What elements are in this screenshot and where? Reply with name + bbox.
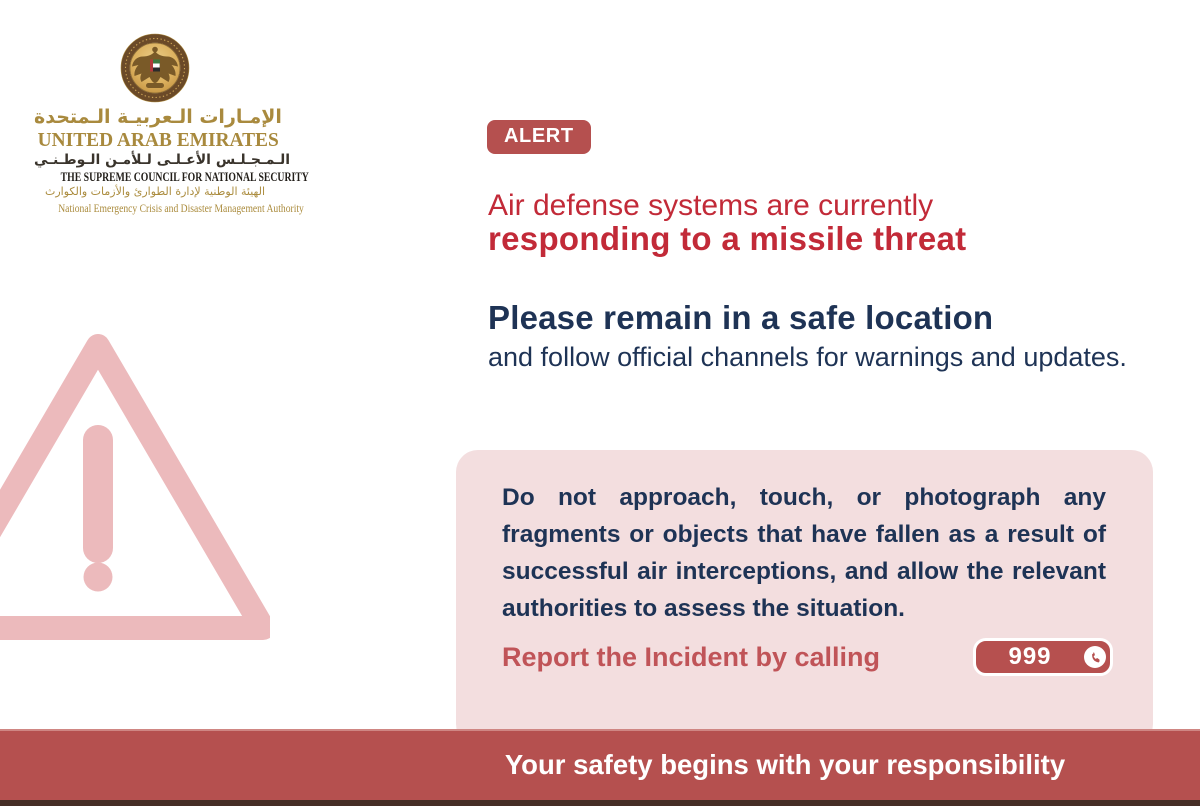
instruction-bold: Please remain in a safe location — [488, 299, 994, 336]
alert-badge: ALERT — [487, 120, 591, 154]
warning-triangle-icon — [0, 330, 270, 650]
phone-number: 999 — [1008, 643, 1052, 670]
headline-line2: responding to a missile threat — [488, 220, 967, 257]
logo-arabic-authority: الهيئة الوطنية لإدارة الطوارئ والأزمات والكوارث — [44, 185, 266, 199]
logo-arabic-council: الـمـجـلـس الأعـلـى لـلأمـن الـوطـنـي — [34, 151, 291, 168]
logo-english-council: THE SUPREME COUNCIL FOR NATIONAL SECURITY — [60, 169, 309, 184]
logo-arabic-title: الإمـارات الـعربيـة الـمتحدة — [34, 106, 282, 128]
phone-icon — [1084, 646, 1106, 668]
advisory-panel — [456, 450, 1153, 746]
advisory-body: Do not approach, touch, or photograph any fragments or objects that have fallen as a result of successful air interceptions, and allow the relevant authorities to assess the situation. — [502, 484, 1106, 622]
headline-line1: Air defense systems are currently — [488, 189, 934, 222]
uae-emblem-icon — [120, 33, 190, 103]
footer-edge-strip — [0, 800, 1200, 806]
call-999-button[interactable] — [973, 638, 1113, 676]
logo-english-authority: National Emergency Crisis and Disaster Management Authority — [58, 200, 304, 215]
footer-tagline: Your safety begins with your responsibility — [504, 748, 1066, 780]
report-label: Report the Incident by calling — [502, 642, 881, 672]
instruction-rest: and follow official channels for warnings and updates. — [488, 342, 1127, 372]
agency-logo — [34, 33, 309, 216]
logo-english-title: UNITED ARAB EMIRATES — [37, 128, 279, 151]
